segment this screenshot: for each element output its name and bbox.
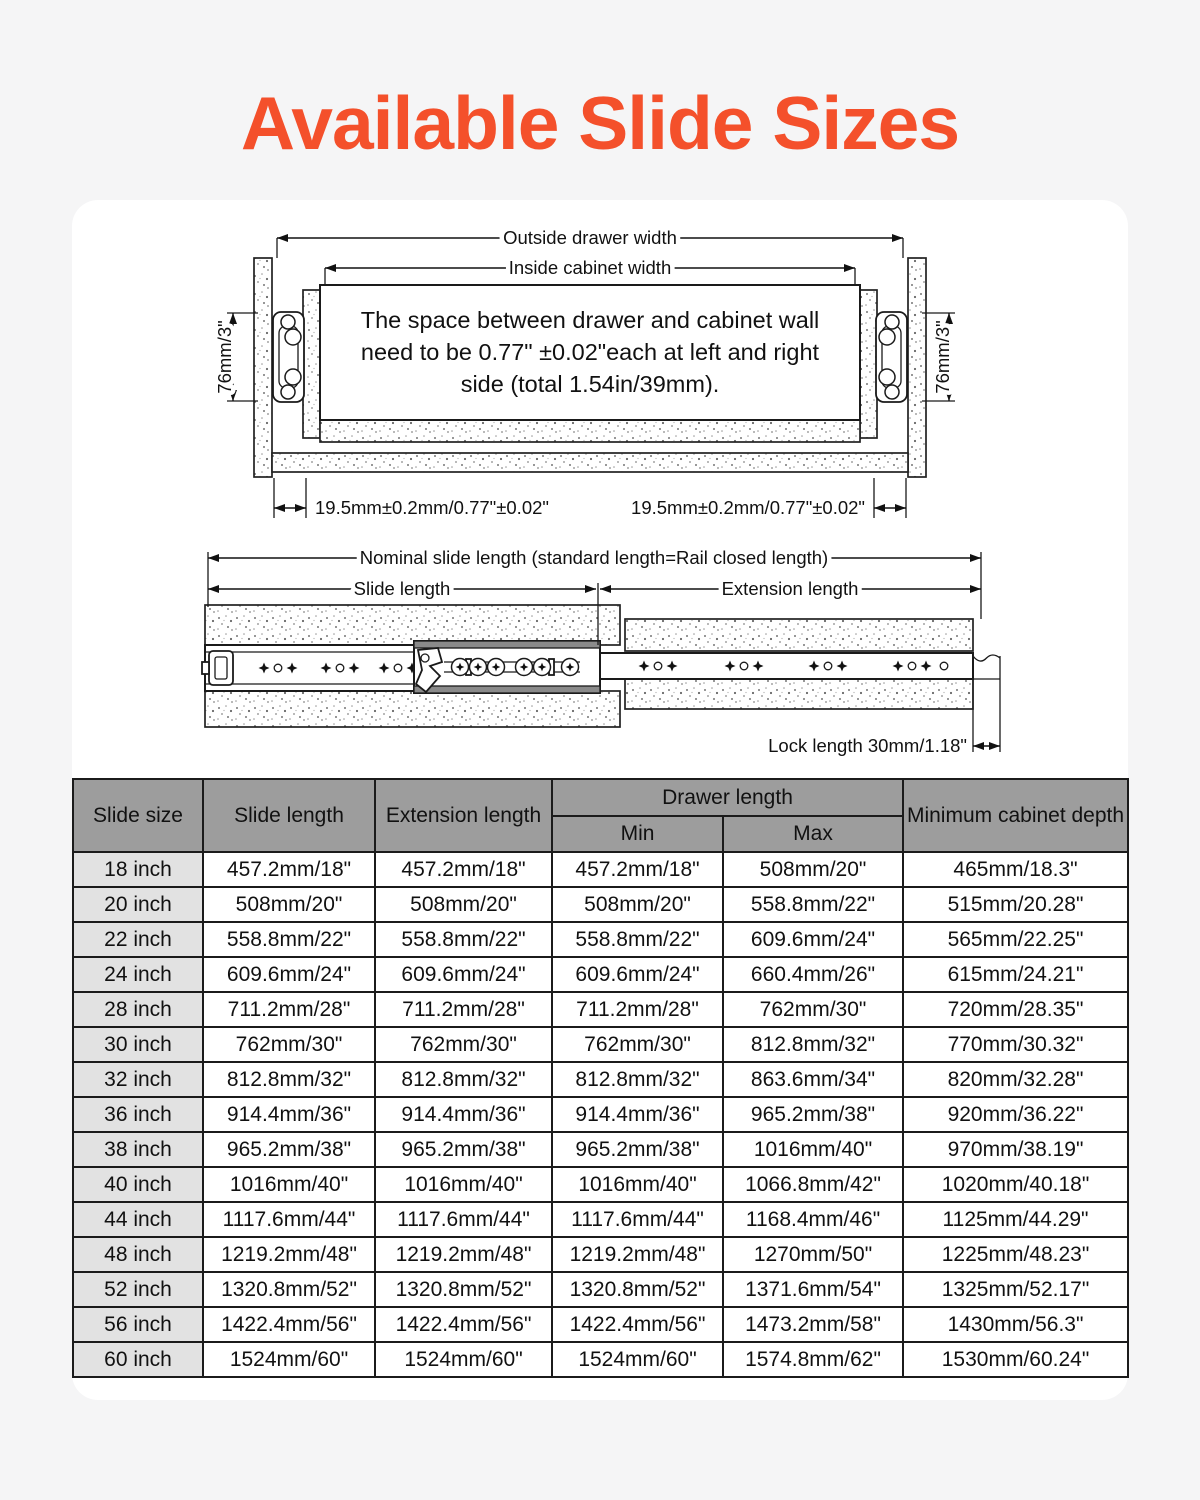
dimension-cell: 1168.4mm/46": [723, 1202, 903, 1237]
dimension-cell: 914.4mm/36": [375, 1097, 552, 1132]
table-row: [73, 1342, 1128, 1377]
dimension-cell: 914.4mm/36": [203, 1097, 375, 1132]
slide-size-cell: 32 inch: [73, 1062, 203, 1097]
slide-size-cell: 24 inch: [73, 957, 203, 992]
dimension-cell: 1371.6mm/54": [723, 1272, 903, 1307]
technical-diagrams: [72, 200, 1128, 778]
header-extension-length: Extension length: [375, 779, 552, 852]
dimension-cell: 1219.2mm/48": [203, 1237, 375, 1272]
header-min-cabinet-depth: Minimum cabinet depth: [903, 779, 1128, 852]
table-row: [73, 1097, 1128, 1132]
slide-size-cell: 22 inch: [73, 922, 203, 957]
dimension-cell: 920mm/36.22": [903, 1097, 1128, 1132]
dimension-cell: 558.8mm/22": [552, 922, 723, 957]
dimension-cell: 965.2mm/38": [552, 1132, 723, 1167]
dimension-cell: 615mm/24.21": [903, 957, 1128, 992]
dimension-cell: 1270mm/50": [723, 1237, 903, 1272]
dimension-cell: 1524mm/60": [552, 1342, 723, 1377]
slide-rail-extension-section: [600, 653, 1000, 679]
dimension-cell: 1225mm/48.23": [903, 1237, 1128, 1272]
table-body: [73, 852, 1128, 1377]
dimension-cell: 1125mm/44.29": [903, 1202, 1128, 1237]
dimension-cell: 1320.8mm/52": [375, 1272, 552, 1307]
header-drawer-length-max: Max: [723, 816, 903, 852]
dimension-cell: 965.2mm/38": [203, 1132, 375, 1167]
dimension-cell: 609.6mm/24": [723, 922, 903, 957]
dimension-cell: 1219.2mm/48": [552, 1237, 723, 1272]
dimension-cell: 770mm/30.32": [903, 1027, 1128, 1062]
slide-length-label: Slide length: [353, 578, 451, 599]
clearance-note-line3: side (total 1.54in/39mm).: [460, 371, 720, 397]
slide-size-cell: 30 inch: [73, 1027, 203, 1062]
dimension-cell: 1016mm/40": [203, 1167, 375, 1202]
dimension-cell: 863.6mm/34": [723, 1062, 903, 1097]
drawer-width-diagram: [214, 227, 955, 518]
drawer-wall-right: [860, 290, 877, 438]
dimension-cell: 711.2mm/28": [552, 992, 723, 1027]
slide-height-label-left: 76mm/3": [214, 320, 235, 394]
dimension-cell: 1430mm/56.3": [903, 1307, 1128, 1342]
table-row: [73, 852, 1128, 887]
dimension-cell: 762mm/30": [552, 1027, 723, 1062]
table-row: [73, 922, 1128, 957]
dimension-cell: 1020mm/40.18": [903, 1167, 1128, 1202]
side-clearance-label-left: 19.5mm±0.2mm/0.77"±0.02": [315, 497, 549, 518]
cabinet-wall-left: [254, 258, 272, 477]
dimension-cell: 812.8mm/32": [723, 1027, 903, 1062]
slide-size-cell: 44 inch: [73, 1202, 203, 1237]
dimension-cell: 508mm/20": [203, 887, 375, 922]
dimension-cell: 1016mm/40": [375, 1167, 552, 1202]
dimension-cell: 1574.8mm/62": [723, 1342, 903, 1377]
slide-rail-lock-section: [414, 641, 600, 693]
dimension-cell: 515mm/20.28": [903, 887, 1128, 922]
slide-size-cell: 18 inch: [73, 852, 203, 887]
dimension-cell: 1422.4mm/56": [375, 1307, 552, 1342]
dimension-cell: 565mm/22.25": [903, 922, 1128, 957]
table-row: [73, 1307, 1128, 1342]
dimension-cell: 812.8mm/32": [375, 1062, 552, 1097]
table-row: [73, 1272, 1128, 1307]
dimension-cell: 1117.6mm/44": [375, 1202, 552, 1237]
cabinet-wall-right: [908, 258, 926, 477]
header-drawer-length: Drawer length: [552, 779, 903, 816]
dimension-cell: 1117.6mm/44": [552, 1202, 723, 1237]
content-card: [72, 200, 1128, 1400]
slide-size-cell: 52 inch: [73, 1272, 203, 1307]
dimension-cell: 609.6mm/24": [552, 957, 723, 992]
dimension-cell: 711.2mm/28": [203, 992, 375, 1027]
dimension-cell: 609.6mm/24": [375, 957, 552, 992]
dimension-cell: 558.8mm/22": [203, 922, 375, 957]
clearance-note-line2: need to be 0.77" ±0.02"each at left and right: [360, 339, 820, 365]
dimension-cell: 660.4mm/26": [723, 957, 903, 992]
dimension-cell: 762mm/30": [203, 1027, 375, 1062]
table-row: [73, 992, 1128, 1027]
drawer-side-panel-right: [625, 619, 973, 651]
nominal-length-label: Nominal slide length (standard length=Rail closed length): [359, 547, 829, 568]
dimension-cell: 812.8mm/32": [552, 1062, 723, 1097]
table-row: [73, 1132, 1128, 1167]
dimension-cell: 762mm/30": [375, 1027, 552, 1062]
dimension-cell: 965.2mm/38": [723, 1097, 903, 1132]
dimension-cell: 457.2mm/18": [552, 852, 723, 887]
clearance-note-line1: The space between drawer and cabinet wall: [360, 307, 820, 333]
dimension-cell: 720mm/28.35": [903, 992, 1128, 1027]
drawer-side-panel-bottom-right: [625, 679, 973, 709]
dimension-cell: 508mm/20": [375, 887, 552, 922]
dimension-cell: 1530mm/60.24": [903, 1342, 1128, 1377]
table-row: [73, 887, 1128, 922]
dimension-cell: 711.2mm/28": [375, 992, 552, 1027]
dimension-cell: 1473.2mm/58": [723, 1307, 903, 1342]
outside-drawer-width-label: Outside drawer width: [503, 227, 677, 248]
slide-length-dimension: [208, 578, 596, 599]
slide-size-cell: 56 inch: [73, 1307, 203, 1342]
dimension-cell: 1066.8mm/42": [723, 1167, 903, 1202]
table-row: [73, 957, 1128, 992]
dimension-cell: 1016mm/40": [552, 1167, 723, 1202]
dimension-cell: 558.8mm/22": [723, 887, 903, 922]
cabinet-side-panel-left: [205, 605, 620, 645]
page-title: Available Slide Sizes: [240, 81, 960, 165]
slide-height-dimension-left: [214, 313, 258, 401]
dimension-cell: 558.8mm/22": [375, 922, 552, 957]
dimension-cell: 1422.4mm/56": [203, 1307, 375, 1342]
dimension-cell: 1524mm/60": [375, 1342, 552, 1377]
drawer-wall-left: [303, 290, 320, 438]
table-row: [73, 1202, 1128, 1237]
slide-size-cell: 36 inch: [73, 1097, 203, 1132]
cabinet-side-panel-bottom-left: [205, 691, 620, 727]
slide-size-cell: 60 inch: [73, 1342, 203, 1377]
dimension-cell: 1320.8mm/52": [552, 1272, 723, 1307]
table-row: [73, 1062, 1128, 1097]
slide-size-cell: 38 inch: [73, 1132, 203, 1167]
dimension-cell: 762mm/30": [723, 992, 903, 1027]
dimension-cell: 1524mm/60": [203, 1342, 375, 1377]
drawer-bottom-panel: [320, 420, 860, 442]
dimension-cell: 970mm/38.19": [903, 1132, 1128, 1167]
dimension-cell: 1325mm/52.17": [903, 1272, 1128, 1307]
dimension-cell: 1016mm/40": [723, 1132, 903, 1167]
inside-cabinet-width-label: Inside cabinet width: [508, 257, 672, 278]
dimension-cell: 914.4mm/36": [552, 1097, 723, 1132]
dimension-cell: 1219.2mm/48": [375, 1237, 552, 1272]
side-clearance-dimension-right: [631, 478, 906, 518]
dimension-cell: 609.6mm/24": [203, 957, 375, 992]
cabinet-bottom-panel: [272, 453, 908, 472]
table-row: [73, 1237, 1128, 1272]
dimension-cell: 465mm/18.3": [903, 852, 1128, 887]
dimension-cell: 457.2mm/18": [375, 852, 552, 887]
dimension-cell: 457.2mm/18": [203, 852, 375, 887]
header-drawer-length-min: Min: [552, 816, 723, 852]
dimension-cell: 965.2mm/38": [375, 1132, 552, 1167]
dimension-cell: 1422.4mm/56": [552, 1307, 723, 1342]
slide-size-cell: 28 inch: [73, 992, 203, 1027]
table-row: [73, 1027, 1128, 1062]
slide-size-cell: 48 inch: [73, 1237, 203, 1272]
dimension-cell: 812.8mm/32": [203, 1062, 375, 1097]
extension-length-label: Extension length: [721, 578, 859, 599]
dimension-cell: 1320.8mm/52": [203, 1272, 375, 1307]
table-row: [73, 1167, 1128, 1202]
slide-sizes-table: [72, 778, 1129, 1378]
slide-height-label-right: 76mm/3": [932, 320, 953, 394]
slide-height-dimension-right: [922, 313, 955, 401]
header-slide-length: Slide length: [203, 779, 375, 852]
lock-length-label: Lock length 30mm/1.18": [768, 735, 967, 756]
dimension-cell: 508mm/20": [552, 887, 723, 922]
slide-size-cell: 40 inch: [73, 1167, 203, 1202]
slide-length-diagram: [202, 547, 1000, 756]
side-clearance-dimension-left: [274, 478, 549, 518]
dimension-cell: 508mm/20": [723, 852, 903, 887]
dimension-cell: 1117.6mm/44": [203, 1202, 375, 1237]
side-clearance-label-right: 19.5mm±0.2mm/0.77"±0.02": [631, 497, 865, 518]
header-slide-size: Slide size: [73, 779, 203, 852]
slide-size-cell: 20 inch: [73, 887, 203, 922]
dimension-cell: 820mm/32.28": [903, 1062, 1128, 1097]
